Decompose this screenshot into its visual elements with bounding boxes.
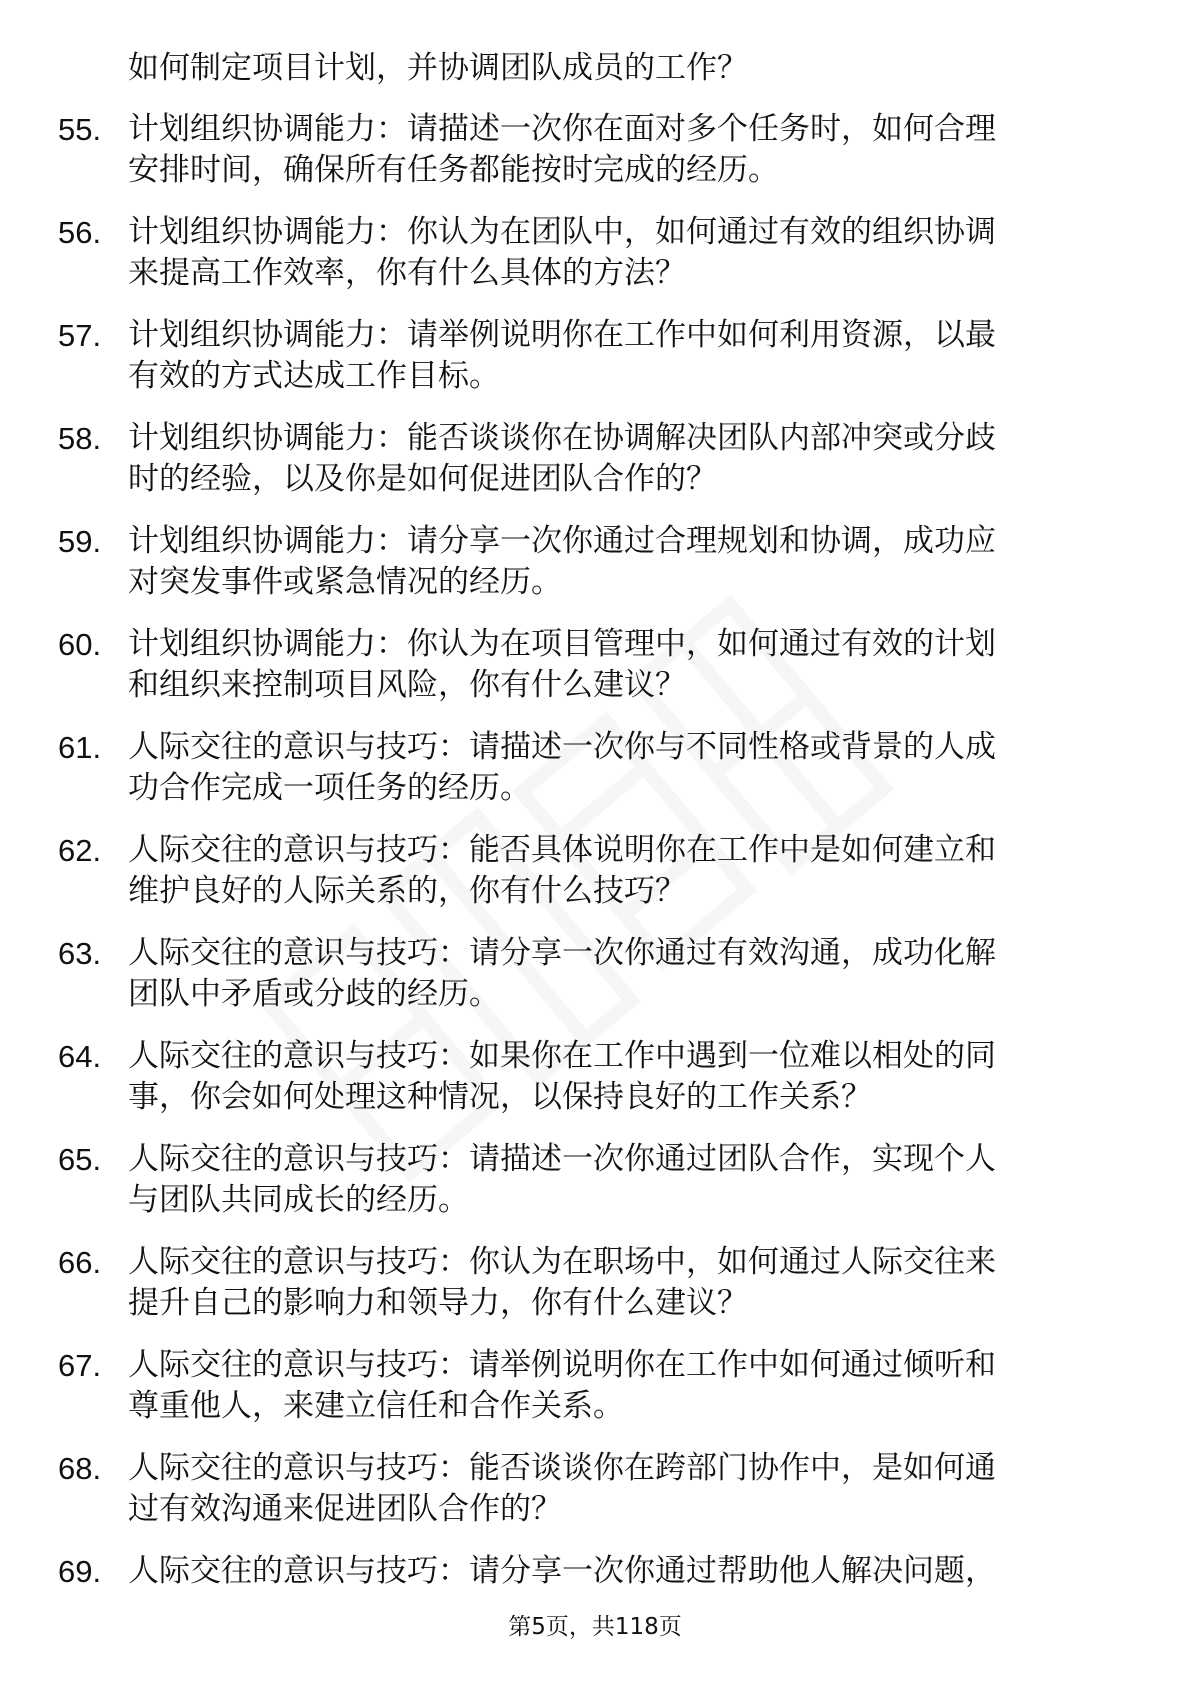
list-item: [0, 830, 1190, 912]
list-item: [0, 1242, 1190, 1324]
question-number: 56.: [58, 215, 102, 250]
list-item: [0, 624, 1190, 706]
question-text: 人际交往的意识与技巧：请分享一次你通过帮助他人解决问题，: [128, 1553, 996, 1589]
question-text: 人际交往的意识与技巧：能否具体说明你在工作中是如何建立和 维护良好的人际关系的，你有什么技巧？: [128, 832, 996, 909]
question-list: [0, 48, 1190, 1613]
question-text: 计划组织协调能力：请分享一次你通过合理规划和协调，成功应 对突发事件或紧急情况的经历。: [128, 523, 996, 600]
list-item: [0, 1036, 1190, 1118]
question-number: 62.: [58, 833, 102, 868]
question-number: 67.: [58, 1348, 102, 1383]
question-number: 65.: [58, 1142, 102, 1177]
question-text: 计划组织协调能力：你认为在项目管理中，如何通过有效的计划 和组织来控制项目风险，你有什么建议？: [128, 626, 996, 703]
list-item: [0, 1448, 1190, 1530]
list-item: [0, 933, 1190, 1015]
question-number: 57.: [58, 318, 102, 353]
question-text: 人际交往的意识与技巧：请描述一次你与不同性格或背景的人成 功合作完成一项任务的经历。: [128, 729, 996, 806]
list-item: [0, 1551, 1190, 1592]
question-text: 人际交往的意识与技巧：请举例说明你在工作中如何通过倾听和 尊重他人，来建立信任和合作关系。: [128, 1347, 996, 1424]
question-number: 64.: [58, 1039, 102, 1074]
question-text: 人际交往的意识与技巧：请分享一次你通过有效沟通，成功化解 团队中矛盾或分歧的经历。: [128, 935, 996, 1012]
question-number: 69.: [58, 1554, 102, 1589]
list-item: [0, 418, 1190, 500]
list-item: [0, 1139, 1190, 1221]
list-item: [0, 212, 1190, 294]
question-number: 60.: [58, 627, 102, 662]
question-text: 计划组织协调能力：请描述一次你在面对多个任务时，如何合理 安排时间，确保所有任务都能按时完成的经历。: [128, 111, 996, 188]
list-item: [0, 315, 1190, 397]
question-number: 58.: [58, 421, 102, 456]
page-number-footer: 第5页，共118页: [508, 1614, 682, 1640]
question-text: 计划组织协调能力：请举例说明你在工作中如何利用资源，以最 有效的方式达成工作目标。: [128, 317, 996, 394]
question-text: 计划组织协调能力：你认为在团队中，如何通过有效的组织协调 来提高工作效率，你有什么具体的方法？: [128, 214, 996, 291]
question-number: 61.: [58, 730, 102, 765]
question-text: 人际交往的意识与技巧：能否谈谈你在跨部门协作中，是如何通 过有效沟通来促进团队合作的？: [128, 1450, 996, 1527]
list-item: [0, 521, 1190, 603]
question-text: 计划组织协调能力：能否谈谈你在协调解决团队内部冲突或分歧 时的经验，以及你是如何促进团队合作的？: [128, 420, 996, 497]
question-number: 55.: [58, 112, 102, 147]
question-number: 68.: [58, 1451, 102, 1486]
list-item: [0, 1345, 1190, 1427]
question-number: 59.: [58, 524, 102, 559]
question-continuation: 如何制定项目计划，并协调团队成员的工作？: [128, 50, 748, 86]
question-number: 66.: [58, 1245, 102, 1280]
question-text: 人际交往的意识与技巧：你认为在职场中，如何通过人际交往来 提升自己的影响力和领导力，你有什么建议？: [128, 1244, 996, 1321]
question-text: 人际交往的意识与技巧：请描述一次你通过团队合作，实现个人 与团队共同成长的经历。: [128, 1141, 996, 1218]
question-number: 63.: [58, 936, 102, 971]
question-text: 人际交往的意识与技巧：如果你在工作中遇到一位难以相处的同 事，你会如何处理这种情况，以保持良好的工作关系？: [128, 1038, 996, 1115]
list-item: [0, 109, 1190, 191]
list-item: [0, 727, 1190, 809]
